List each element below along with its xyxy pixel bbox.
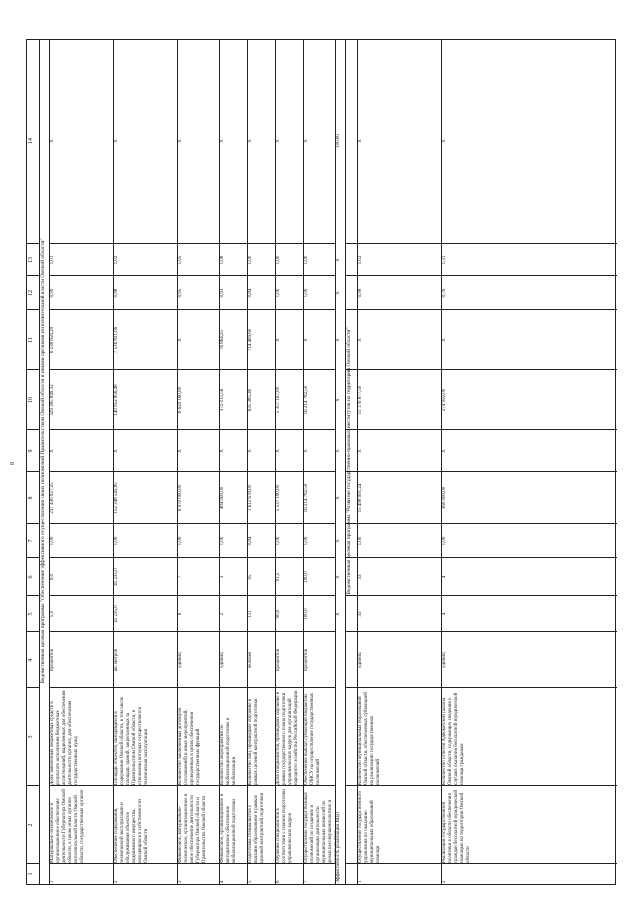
table-cell: X — [358, 139, 363, 143]
table-cell: 1 — [358, 880, 363, 883]
table-cell: X — [114, 449, 119, 453]
table-cell: 111 — [248, 610, 253, 618]
x-mark: X — [336, 496, 341, 500]
table-cell: Осуществление государственного управления по оказанию муниципальных образований помощи — [358, 790, 381, 863]
table-cell: кв. метров — [114, 648, 119, 672]
table-cell: X — [248, 139, 253, 143]
table-cell: 76 864,25 — [220, 330, 225, 350]
table-cell: 95 — [248, 574, 253, 580]
x-mark: X — [336, 258, 341, 262]
table-cell: 1,08 — [220, 255, 225, 265]
table-cell: человек — [248, 651, 253, 669]
table-cell: 1,00 — [50, 536, 55, 546]
table-cell: 152 348 543,85 — [114, 482, 119, 514]
table-cell: 2 — [442, 880, 447, 883]
table-cell: единиц — [220, 652, 225, 668]
table-cell: X — [276, 338, 281, 342]
table-cell: 3 — [178, 880, 183, 883]
table-cell: Количество муниципальных образований Омской области, обеспеченных субвенцией на реализацию государственных полномочий — [358, 692, 381, 785]
table-cell: 0,99 — [50, 288, 55, 298]
table-cell: 91,5 — [276, 572, 281, 582]
table-cell: 9,0 — [50, 573, 55, 581]
table-cell: Финансовое, организационное и методическое обеспечение мобилизационной подготовки — [220, 793, 237, 863]
table-cell: 100,0 — [304, 571, 309, 583]
report-table — [26, 39, 616, 885]
table-cell: X — [114, 139, 119, 143]
x-mark: X — [336, 449, 341, 453]
table-cell: 6 970 000,00 — [178, 484, 183, 512]
table-cell: 2 — [220, 612, 225, 616]
table-cell: 1,00 — [304, 536, 309, 546]
table-cell: Доля специалистов, прошедших обучение в рамках государственного плана подготовки управленческих кадров для организаций народного хозяйства Российской Федерации — [276, 690, 299, 785]
table-cell: 274 950,00 — [442, 388, 447, 412]
table-cell: 5 537 190,00 — [276, 484, 281, 512]
table-cell: X — [276, 139, 281, 143]
table-cell: Подготовка специалистов с высшим образованием в рамках целевой контрактной подготовки — [248, 792, 265, 863]
table-cell: 90,0 — [276, 609, 281, 619]
table-cell: 7 — [304, 880, 309, 883]
table-cell: X — [304, 449, 309, 453]
table-cell: X — [358, 449, 363, 453]
table-cell: 1,00 — [442, 536, 447, 546]
table-cell: 33 — [358, 574, 363, 580]
column-number: 11 — [28, 337, 34, 343]
table-cell: 6 — [178, 612, 183, 616]
column-number: 9 — [28, 449, 34, 453]
table-cell: 1,01 — [50, 255, 55, 265]
table-cell: 41 235,0 — [114, 568, 119, 586]
table-cell: 5 357 167,00 — [276, 386, 281, 414]
table-cell: Количество мероприятий по мобилизационной подготовке и мобилизации — [220, 717, 237, 785]
table-cell: 635 385,40 — [248, 388, 253, 412]
table-cell: Количество отчетов Адвокатской палаты Омской области, содержащих сведения о случаях оказания бесплатной юридической помощи гражданам — [442, 692, 465, 785]
table-cell: 484 000,00 — [220, 486, 225, 510]
table-cell: 2 — [114, 880, 119, 883]
table-cell: X — [442, 139, 447, 143]
x-mark: X — [336, 291, 341, 295]
table-cell: 7 — [178, 575, 183, 579]
column-number: 3 — [28, 735, 34, 739]
table-cell: X — [304, 139, 309, 143]
table-cell: 0,95 — [178, 288, 183, 298]
table-cell: Доля заявленных бюджетных средств в результате исполнения бюджетных ассигнований, выделенных для обеспечения деятельности органов, для обеспечения государственных нужд — [50, 690, 79, 785]
table-cell: 33 — [358, 611, 363, 617]
table-cell: 237 430 927,25 — [50, 482, 55, 514]
table-cell: X — [442, 449, 447, 453]
table-cell: 1,02 — [358, 255, 363, 265]
table-cell: 1,00 — [114, 536, 119, 546]
table-cell: 4 — [442, 612, 447, 616]
table-cell: 714 409,60 — [248, 328, 253, 352]
column-number: 10 — [28, 397, 34, 403]
column-number: 12 — [28, 290, 34, 296]
table-cell: 5,0 — [50, 610, 55, 618]
table-cell: Обучение специалистов в соответствии с планом подготовки управленческих кадров — [276, 789, 293, 863]
table-cell: 0,98 — [358, 288, 363, 298]
column-number: 13 — [28, 257, 34, 263]
table-cell: единиц — [358, 652, 363, 668]
table-cell: X — [442, 338, 447, 342]
x-mark: X — [336, 338, 341, 342]
section-title-2: Ведомственная целевая программа "Развитие государственно-правовых институтов на территории Омской области" — [346, 327, 352, 595]
table-cell: 329 385 849,32 — [50, 384, 55, 416]
table-cell: 1,00 — [276, 255, 281, 265]
table-cell: 0,84 — [248, 288, 253, 298]
table-cell: Количество заключенных договоров (соглашений) и иных мероприятий, проведенных в целях обеспечения государственных функций — [178, 707, 201, 785]
table-cell: Материально-техническое и организационное обеспечение деятельности Губернатора Омской области, а также иных органов исполнительной власти Омской области, государственных органов — [50, 789, 85, 863]
x-mark: X — [336, 575, 341, 579]
table-cell: X — [50, 139, 55, 143]
table-cell: 0,76 — [442, 288, 447, 298]
table-cell: X — [358, 338, 363, 342]
column-number: 14 — [28, 138, 34, 144]
column-number: 5 — [28, 612, 34, 616]
efficiency-value: 100,00 — [336, 134, 341, 148]
table-cell: 360 000,00 — [442, 486, 447, 510]
table-cell: 1 612 678,00 — [248, 484, 253, 512]
table-cell: X — [248, 449, 253, 453]
column-number: 8 — [28, 496, 34, 500]
table-cell: X — [178, 338, 183, 342]
table-cell: 6 238 656,29 — [50, 326, 55, 354]
table-cell: X — [304, 338, 309, 342]
efficiency-label: Эффективность реализации ВЦП — [336, 811, 341, 883]
table-cell: процентов — [50, 648, 55, 672]
x-mark: X — [336, 398, 341, 402]
table-cell: 100,0 — [304, 608, 309, 620]
table-cell: Площадь объектов, находящихся в содержании Омской области, в том числе площадь зданий, закрепленных за Правительством Омской области, в отношении которых осуществляется техническая эксплуатация — [114, 696, 149, 785]
table-cell: 0,98 — [114, 288, 119, 298]
table-cell: 3 — [220, 575, 225, 579]
table-cell: 1,00 — [304, 255, 309, 265]
table-cell: Осуществление государственных полномочий по созданию и организации деятельности муниципальных комиссий по делам несовершеннолетних и — [304, 791, 333, 863]
table-cell: 372 015,56 — [220, 388, 225, 412]
table-cell: X — [178, 449, 183, 453]
table-cell: X — [276, 449, 281, 453]
table-cell: Финансовое, материально-техническое, организационное и иное обеспечение деятельности Губернатора Омской области и Правительства Омской области — [178, 793, 207, 863]
table-cell: 1,00 — [358, 536, 363, 546]
table-cell: процентов — [304, 648, 309, 672]
table-cell: X — [220, 449, 225, 453]
table-cell: 140 952 856,48 — [114, 384, 119, 416]
table-cell: 0,93 — [220, 288, 225, 298]
table-cell: 16 214 782,50 — [304, 385, 309, 415]
table-cell: X — [220, 139, 225, 143]
table-cell: 1,05 — [178, 255, 183, 265]
column-number: 2 — [28, 823, 34, 827]
table-cell: 6 629 160,00 — [178, 386, 183, 414]
table-cell: 1,00 — [276, 536, 281, 546]
table-cell: 1,00 — [220, 536, 225, 546]
table-cell: единиц — [178, 652, 183, 668]
x-mark: X — [336, 539, 341, 543]
table-cell: 41 235,0 — [114, 605, 119, 623]
column-number: 7 — [28, 539, 34, 543]
table-cell: процентов — [276, 648, 281, 672]
x-mark: X — [336, 612, 341, 616]
table-cell: Обеспечение выплат субвенций бюджетам ОМСУ на осуществление государственных полномочий — [304, 692, 321, 785]
column-number: 6 — [28, 575, 34, 579]
table-cell: 4 — [442, 575, 447, 579]
table-cell: 4 — [220, 880, 225, 883]
table-cell: 7 516 821,06 — [114, 326, 119, 354]
table-cell: 15 176 877,50 — [358, 385, 363, 415]
table-cell: 15 498 991,24 — [358, 483, 363, 513]
column-number: 4 — [28, 658, 34, 662]
table-cell: 6 — [276, 880, 281, 883]
column-number: 1 — [28, 872, 34, 876]
table-cell: 0,84 — [248, 536, 253, 546]
table-cell: 1,00 — [248, 255, 253, 265]
page-number: 8 — [10, 462, 16, 465]
table-cell: Количество лиц, прошедших обучение в рамках целевой контрактной подготовки — [248, 698, 259, 785]
table-cell: 1,00 — [304, 288, 309, 298]
table-cell: 1,00 — [276, 288, 281, 298]
table-cell: Обеспечение содержания, технической эксплуатации и обслуживания объектов недвижимого имущества, находящихся в собственности Омской области — [114, 799, 149, 863]
table-cell: X — [178, 139, 183, 143]
table-cell: 16 214 782,50 — [304, 483, 309, 513]
table-cell: X — [50, 449, 55, 453]
section-title-1: Ведомственная целевая программа "Обеспечение эффективного осуществления своих полномочий Правительством Омской области и иными органами исполнительной власти Омской области" — [40, 238, 46, 684]
table-cell: Реализация государственной политики в области обеспечения граждан бесплатной юридической помощью на территории Омской области — [442, 789, 471, 863]
table-cell: 1 — [50, 880, 55, 883]
table-cell: единиц — [442, 652, 447, 668]
table-cell: 5 — [248, 880, 253, 883]
table-cell: 1,02 — [114, 255, 119, 265]
table-cell: 1,00 — [178, 536, 183, 546]
table-cell: 1,31 — [442, 255, 447, 265]
